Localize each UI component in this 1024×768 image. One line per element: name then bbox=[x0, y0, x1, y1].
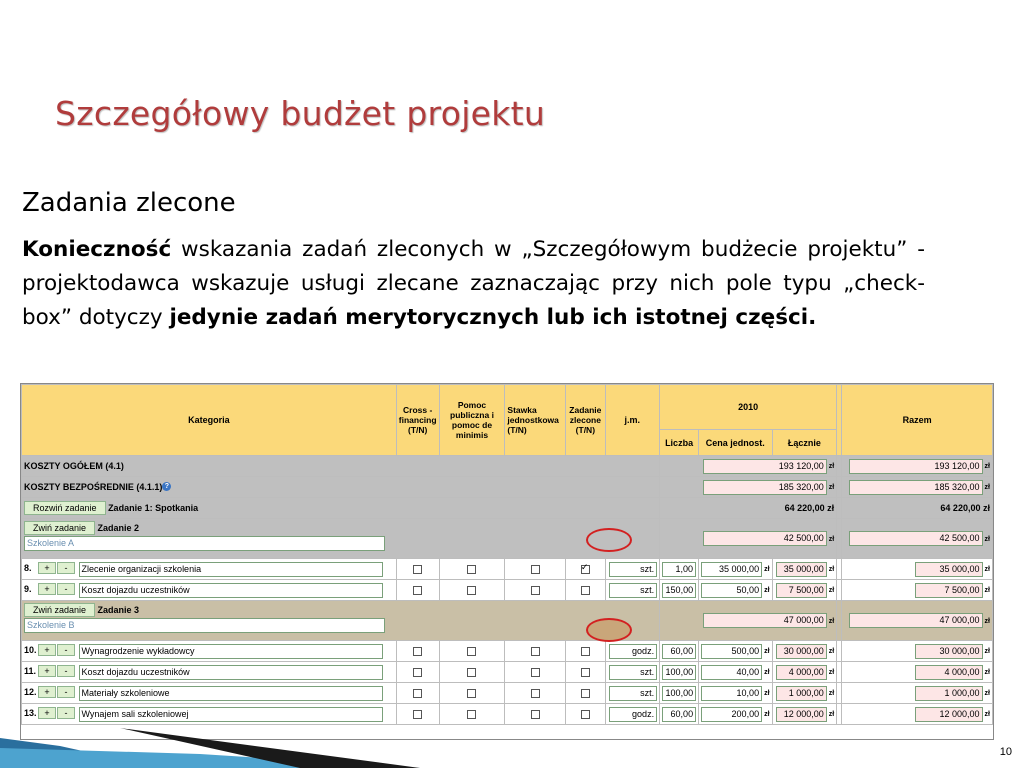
header-cena: Cena jednost. bbox=[699, 430, 772, 456]
koszty-ogolem-label: KOSZTY OGÓŁEM (4.1) bbox=[22, 456, 660, 477]
add-row-button[interactable]: + bbox=[38, 707, 56, 719]
slide-paragraph bbox=[22, 233, 925, 335]
unit-input[interactable]: godz. bbox=[609, 707, 657, 722]
state-aid-checkbox[interactable] bbox=[467, 668, 476, 677]
header-zadanie: Zadanie zlecone (T/N) bbox=[566, 385, 605, 456]
add-row-button[interactable]: + bbox=[38, 583, 56, 595]
outsourced-task-checkbox[interactable] bbox=[581, 710, 590, 719]
zadanie-1-value: 64 220,00 bbox=[784, 503, 825, 513]
cost-name-input[interactable]: Wynagrodzenie wykładowcy bbox=[79, 644, 383, 659]
row-razem-value: 35 000,00 bbox=[915, 562, 983, 577]
para-body: wskazania zadań zleconych w „Szczegółowym budżecie projektu” - projektodawca wskazuje usługi zlecane zaznaczając przy nich pole typu „check-box” dotyczy bbox=[22, 237, 925, 330]
cost-name-input[interactable]: Materiały szkoleniowe bbox=[79, 686, 383, 701]
expand-task-button[interactable]: Rozwiń zadanie bbox=[24, 501, 106, 515]
row-razem-value: 7 500,00 bbox=[915, 583, 983, 598]
zadanie-2-label: Zadanie 2 bbox=[97, 523, 140, 533]
header-pomoc: Pomoc publiczna i pomoc de minimis bbox=[439, 385, 505, 456]
collapse-task-2-button[interactable]: Zwiń zadanie bbox=[24, 521, 95, 535]
quantity-input[interactable]: 60,00 bbox=[662, 707, 696, 722]
unit-price-input[interactable]: 500,00 bbox=[701, 644, 762, 659]
koszty-ogolem-razem[interactable]: 193 120,00 bbox=[849, 459, 983, 474]
remove-row-button[interactable]: - bbox=[57, 562, 75, 574]
header-liczba: Liczba bbox=[660, 430, 699, 456]
add-row-button[interactable]: + bbox=[38, 644, 56, 656]
header-kategoria: Kategoria bbox=[22, 385, 397, 456]
state-aid-checkbox[interactable] bbox=[467, 689, 476, 698]
remove-row-button[interactable]: - bbox=[57, 583, 75, 595]
cross-financing-checkbox[interactable] bbox=[413, 668, 422, 677]
decorative-swoosh bbox=[0, 728, 420, 768]
row-number: 9. bbox=[24, 584, 32, 595]
unit-rate-checkbox[interactable] bbox=[531, 710, 540, 719]
header-lacznie: Łącznie bbox=[772, 430, 837, 456]
cross-financing-checkbox[interactable] bbox=[413, 689, 422, 698]
slide-subtitle: Zadania zlecone bbox=[22, 188, 236, 218]
koszty-bezposrednie-razem[interactable]: 185 320,00 bbox=[849, 480, 983, 495]
section-name-a[interactable]: Szkolenie A bbox=[24, 536, 385, 551]
koszty-bezposrednie-value[interactable]: 185 320,00 bbox=[703, 480, 827, 495]
row-zadanie-3: Zwiń zadanie Zadanie 3 Szkolenie B 47 000,00 zł 47 000,00 zł bbox=[22, 601, 993, 641]
unit-input[interactable]: szt. bbox=[609, 665, 657, 680]
quantity-input[interactable]: 1,00 bbox=[662, 562, 696, 577]
unit-input[interactable]: godz. bbox=[609, 644, 657, 659]
unit-rate-checkbox[interactable] bbox=[531, 565, 540, 574]
row-koszty-bezposrednie: KOSZTY BEZPOŚREDNIE (4.1.1) ? 185 320,00 zł 185 320,00 zł bbox=[22, 477, 993, 498]
cross-financing-checkbox[interactable] bbox=[413, 586, 422, 595]
unit-input[interactable]: szt. bbox=[609, 562, 657, 577]
cost-name-input[interactable]: Zlecenie organizacji szkolenia bbox=[79, 562, 383, 577]
unit-input[interactable]: szt. bbox=[609, 583, 657, 598]
row-number: 12. bbox=[24, 687, 37, 698]
budget-table bbox=[21, 384, 993, 725]
cost-name-input[interactable]: Wynajem sali szkoleniowej bbox=[79, 707, 383, 722]
quantity-input[interactable]: 100,00 bbox=[662, 665, 696, 680]
zadanie-1-razem: 64 220,00 bbox=[940, 503, 981, 513]
help-icon[interactable]: ? bbox=[162, 482, 171, 491]
unit-price-input[interactable]: 40,00 bbox=[701, 665, 762, 680]
zadanie-3-value[interactable]: 47 000,00 bbox=[703, 613, 827, 628]
unit-price-input[interactable]: 50,00 bbox=[701, 583, 762, 598]
cost-name-input[interactable]: Koszt dojazdu uczestników bbox=[79, 583, 383, 598]
header-cross: Cross - financing (T/N) bbox=[396, 385, 439, 456]
zadanie-2-value[interactable]: 42 500,00 bbox=[703, 531, 827, 546]
budget-screenshot bbox=[20, 383, 994, 740]
collapse-task-3-button[interactable]: Zwiń zadanie bbox=[24, 603, 95, 617]
table-row: 12. + - Materiały szkoleniowe szt. 100,00 10,00 zł 1 000,00 zł 1 000,00 zł bbox=[22, 683, 993, 704]
outsourced-task-checkbox[interactable] bbox=[581, 668, 590, 677]
quantity-input[interactable]: 150,00 bbox=[662, 583, 696, 598]
quantity-input[interactable]: 60,00 bbox=[662, 644, 696, 659]
row-razem-value: 30 000,00 bbox=[915, 644, 983, 659]
highlight-oval-filled bbox=[586, 618, 632, 642]
row-koszty-ogolem: KOSZTY OGÓŁEM (4.1) 193 120,00 zł 193 120,00 zł bbox=[22, 456, 993, 477]
state-aid-checkbox[interactable] bbox=[467, 647, 476, 656]
state-aid-checkbox[interactable] bbox=[467, 586, 476, 595]
outsourced-task-checkbox[interactable] bbox=[581, 647, 590, 656]
unit-price-input[interactable]: 10,00 bbox=[701, 686, 762, 701]
table-row: 10. + - Wynagrodzenie wykładowcy godz. 60,00 500,00 zł 30 000,00 zł 30 000,00 zł bbox=[22, 641, 993, 662]
header-stawka: Stawka jednostkowa (T/N) bbox=[505, 385, 566, 456]
row-total-value: 30 000,00 bbox=[776, 644, 827, 659]
row-number: 8. bbox=[24, 563, 32, 574]
task-3-rows bbox=[22, 641, 993, 725]
unit-rate-checkbox[interactable] bbox=[531, 586, 540, 595]
unit-price-input[interactable]: 35 000,00 bbox=[701, 562, 762, 577]
unit-rate-checkbox[interactable] bbox=[531, 668, 540, 677]
zadanie-3-label: Zadanie 3 bbox=[97, 605, 140, 615]
outsourced-task-checkbox[interactable] bbox=[581, 586, 590, 595]
row-number: 13. bbox=[24, 708, 37, 719]
row-zadanie-2: Zwiń zadanie Zadanie 2 Szkolenie A 42 500,00 zł 42 500,00 zł bbox=[22, 519, 993, 559]
remove-row-button[interactable]: - bbox=[57, 644, 75, 656]
cross-financing-checkbox[interactable] bbox=[413, 565, 422, 574]
highlight-oval-checked bbox=[586, 528, 632, 552]
add-row-button[interactable]: + bbox=[38, 562, 56, 574]
outsourced-task-checkbox[interactable] bbox=[581, 565, 590, 574]
table-row: 13. + - Wynajem sali szkoleniowej godz. 60,00 200,00 zł 12 000,00 zł 12 000,00 zł bbox=[22, 704, 993, 725]
row-razem-value: 1 000,00 bbox=[915, 686, 983, 701]
zadanie-1-label: Zadanie 1: Spotkania bbox=[108, 503, 199, 513]
section-name-b[interactable]: Szkolenie B bbox=[24, 618, 385, 633]
row-number: 10. bbox=[24, 645, 37, 656]
cross-financing-checkbox[interactable] bbox=[413, 710, 422, 719]
zadanie-3-razem[interactable]: 47 000,00 bbox=[849, 613, 983, 628]
row-razem-value: 4 000,00 bbox=[915, 665, 983, 680]
add-row-button[interactable]: + bbox=[38, 665, 56, 677]
unit-rate-checkbox[interactable] bbox=[531, 647, 540, 656]
row-razem-value: 12 000,00 bbox=[915, 707, 983, 722]
unit-rate-checkbox[interactable] bbox=[531, 689, 540, 698]
cost-name-input[interactable]: Koszt dojazdu uczestników bbox=[79, 665, 383, 680]
remove-row-button[interactable]: - bbox=[57, 686, 75, 698]
row-total-value: 1 000,00 bbox=[776, 686, 827, 701]
para-bold-end: jedynie zadań merytorycznych lub ich istotnej części. bbox=[169, 305, 817, 330]
page-number: 10 bbox=[999, 746, 1012, 758]
remove-row-button[interactable]: - bbox=[57, 665, 75, 677]
row-total-value: 7 500,00 bbox=[776, 583, 827, 598]
para-bold-start: Konieczność bbox=[22, 237, 172, 262]
state-aid-checkbox[interactable] bbox=[467, 710, 476, 719]
header-row-1 bbox=[22, 385, 993, 430]
task-2-rows bbox=[22, 559, 993, 601]
remove-row-button[interactable]: - bbox=[57, 707, 75, 719]
table-row: 9. + - Koszt dojazdu uczestników szt. 150,00 50,00 zł 7 500,00 zł 7 500,00 zł bbox=[22, 580, 993, 601]
unit-price-input[interactable]: 200,00 bbox=[701, 707, 762, 722]
table-row: 8. + - Zlecenie organizacji szkolenia ✓ szt. 1,00 35 000,00 zł 35 000,00 zł 35 000,00 zł bbox=[22, 559, 993, 580]
row-number: 11. bbox=[24, 666, 37, 677]
add-row-button[interactable]: + bbox=[38, 686, 56, 698]
zadanie-2-razem[interactable]: 42 500,00 bbox=[849, 531, 983, 546]
header-year: 2010 bbox=[660, 385, 837, 430]
row-total-value: 12 000,00 bbox=[776, 707, 827, 722]
koszty-bezposrednie-label: KOSZTY BEZPOŚREDNIE (4.1.1) ? bbox=[22, 477, 660, 498]
row-total-value: 4 000,00 bbox=[776, 665, 827, 680]
cross-financing-checkbox[interactable] bbox=[413, 647, 422, 656]
outsourced-task-checkbox[interactable] bbox=[581, 689, 590, 698]
state-aid-checkbox[interactable] bbox=[467, 565, 476, 574]
header-razem: Razem bbox=[842, 385, 993, 456]
slide-title: Szczegółowy budżet projektu bbox=[55, 94, 546, 133]
table-row: 11. + - Koszt dojazdu uczestników szt. 100,00 40,00 zł 4 000,00 zł 4 000,00 zł bbox=[22, 662, 993, 683]
row-total-value: 35 000,00 bbox=[776, 562, 827, 577]
quantity-input[interactable]: 100,00 bbox=[662, 686, 696, 701]
row-zadanie-1: Rozwiń zadanie Zadanie 1: Spotkania 64 220,00 zł 64 220,00 zł bbox=[22, 498, 993, 519]
koszty-ogolem-value[interactable]: 193 120,00 bbox=[703, 459, 827, 474]
header-jm: j.m. bbox=[605, 385, 660, 456]
unit-input[interactable]: szt. bbox=[609, 686, 657, 701]
